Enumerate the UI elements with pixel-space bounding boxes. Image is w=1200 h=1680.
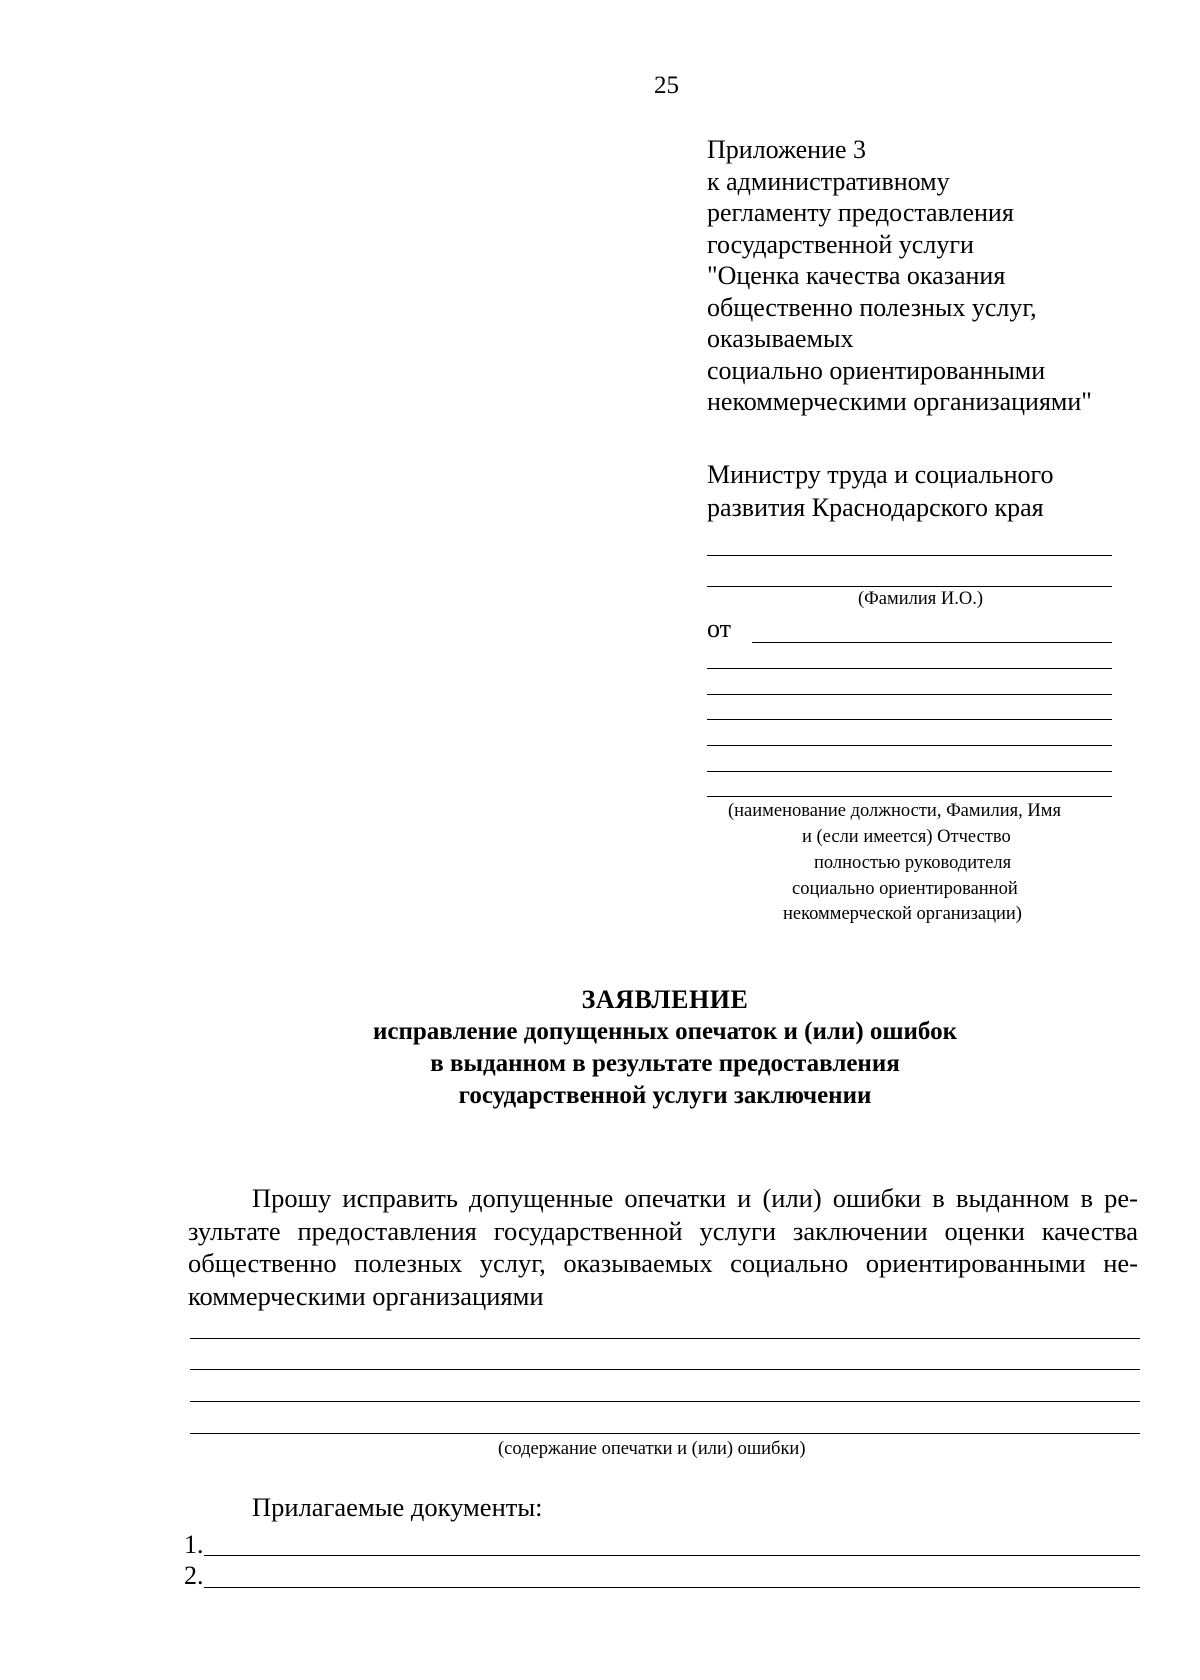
paragraph-line: общественно полезных услуг, оказываемых социально ориентированными не- — [188, 1248, 1138, 1278]
addressee-line: Министру труда и социального — [707, 460, 1054, 489]
request-paragraph — [188, 1182, 1138, 1312]
paragraph-line: зультате предоставления государственной услуги заключении оценки качества — [188, 1215, 1138, 1246]
from-line — [707, 668, 1112, 669]
header-line: оказываемых — [707, 324, 854, 353]
paragraph-line: коммерческими организациями — [188, 1280, 544, 1311]
from-line — [707, 694, 1112, 695]
title-subline: государственной услуги заключении — [458, 1082, 872, 1109]
attachment-number: 2. — [184, 1561, 204, 1590]
document-title — [0, 984, 1200, 1112]
from-caption-line: и (если имеется) Отчество — [802, 827, 1011, 847]
from-line — [707, 796, 1112, 797]
header-line: некоммерческими организациями" — [707, 387, 1092, 416]
from-caption-line: социально ориентированной — [792, 879, 1018, 899]
header-line: общественно полезных услуг, — [707, 292, 1037, 322]
page-number: 25 — [654, 72, 679, 99]
title-subline: в выданном в результате предоставления — [430, 1050, 900, 1077]
paragraph-line: Прошу исправить допущенные опечатки и (или) ошибки в выданном в ре- — [252, 1183, 1138, 1213]
attachment-number: 1. — [184, 1530, 204, 1559]
error-caption: (содержание опечатки и (или) ошибки) — [498, 1439, 806, 1459]
header-line: Приложение 3 — [707, 135, 867, 164]
addressee-name-line — [707, 586, 1112, 587]
from-line — [752, 642, 1112, 643]
title-main: ЗАЯВЛЕНИЕ — [581, 985, 749, 1014]
appendix-header — [707, 134, 1092, 418]
attachments-label: Прилагаемые документы: — [252, 1492, 543, 1522]
attachment-line — [204, 1587, 1140, 1588]
from-line — [707, 745, 1112, 746]
error-content-line — [190, 1338, 1140, 1339]
error-content-line — [190, 1433, 1140, 1434]
addressee-line: развития Краснодарского края — [707, 493, 1044, 522]
from-label: от — [707, 614, 732, 643]
error-content-line — [190, 1401, 1140, 1402]
name-caption: (Фамилия И.О.) — [858, 589, 983, 609]
from-caption-line: полностью руководителя — [814, 853, 1012, 873]
title-subline: исправление допущенных опечаток и (или) ошибок — [373, 1018, 957, 1045]
from-caption-line: (наименование должности, Фамилия, Имя — [728, 801, 1061, 821]
header-line: социально ориентированными — [707, 355, 1046, 385]
error-content-line — [190, 1369, 1140, 1370]
header-line: "Оценка качества оказания — [707, 261, 1006, 290]
attachment-line — [204, 1555, 1140, 1556]
header-line: государственной услуги — [707, 229, 974, 259]
addressee-block — [707, 458, 1054, 524]
header-line: регламенту предоставления — [707, 198, 1014, 227]
addressee-name-line — [707, 555, 1112, 556]
from-line — [707, 771, 1112, 772]
header-line: к административному — [707, 166, 950, 196]
from-caption-line: некоммерческой организации) — [783, 904, 1022, 924]
from-line — [707, 719, 1112, 720]
